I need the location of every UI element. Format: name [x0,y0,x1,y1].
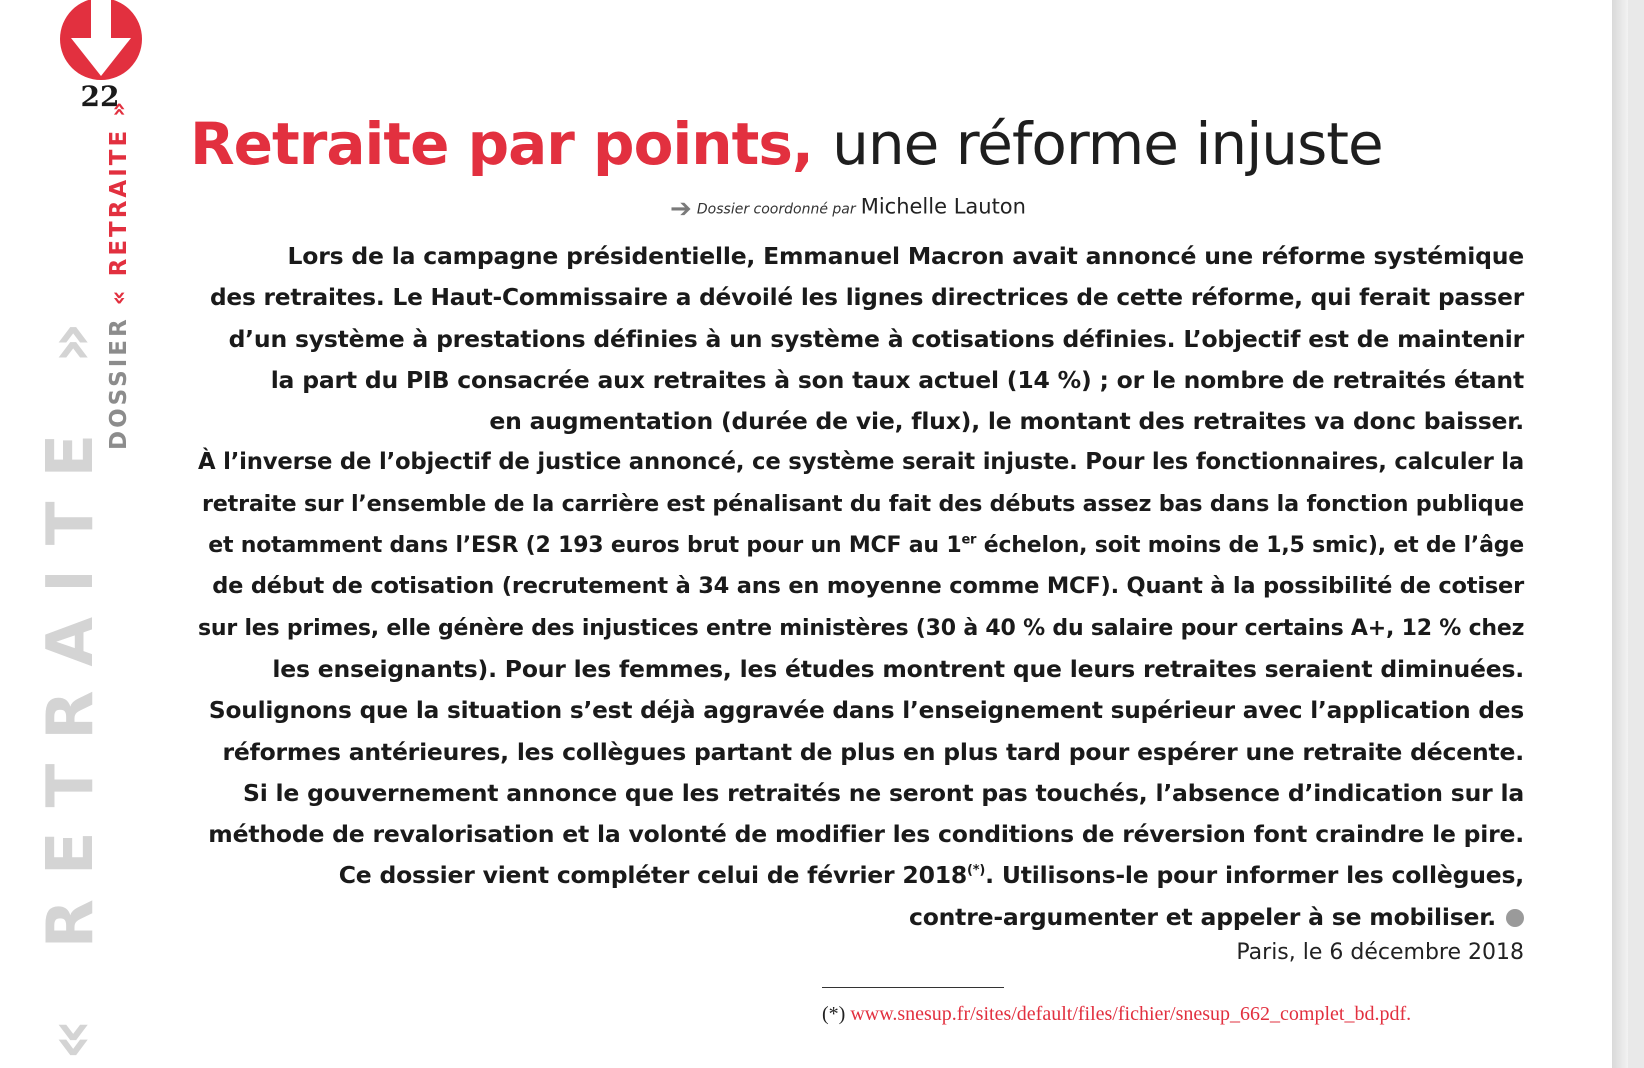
byline [670,194,1026,224]
intro-line-text: . Utilisons-le pour informer les collègues, [985,861,1524,890]
intro-line: les enseignants). Pour les femmes, les études montrent que leurs retraites seraient diminuées. [272,654,1524,683]
intro-line: Lors de la campagne présidentielle, Emmanuel Macron avait annoncé une réforme systémique [287,242,1524,270]
byline-name: Michelle Lauton [860,194,1026,219]
intro-line-text: échelon, soit moins de 1,5 smic), et de l’âge [976,533,1524,559]
intro-line: des retraites. Le Haut-Commissaire a dévoilé les lignes directrices de cette réforme, qui ferait passer [209,284,1524,312]
title-black-part: une réforme injuste [832,110,1383,178]
intro-line: en augmentation (durée de vie, flux), le montant des retraites va donc baisser. [489,407,1524,436]
footnote-link[interactable]: www.snesup.fr/sites/default/files/fichier/snesup_662_complet_bd.pdf. [850,1003,1412,1025]
intro-line [198,855,1524,896]
end-of-article-dot-icon [1506,909,1524,927]
intro-line: Soulignons que la situation s’est déjà aggravée dans l’enseignement supérieur avec l’application des [208,697,1524,725]
title-red-part: Retraite par points, [190,110,813,178]
intro-line: sur les primes, elle génère des injustices entre ministères (30 à 40 % du salaire pour certains A+, 12 % chez [198,615,1525,641]
intro-line: la part du PIB consacrée aux retraites à son taux actuel (14 %) ; or le nombre de retraités étant [270,365,1524,394]
intro-line-text: et notamment dans l’ESR (2 193 euros brut pour un MCF au 1 [208,533,962,559]
intro-line-text: contre-argumenter et appeler à se mobiliser. [908,902,1496,931]
down-arrow-icon [58,0,144,82]
byline-label: Dossier coordonné par [696,201,856,218]
section-label-topic: « RETRAITE » [106,98,132,306]
section-label [106,99,132,450]
intro-line: retraite sur l’ensemble de la carrière est pénalisant du fait des débuts assez bas dans la fonction publique [201,490,1524,517]
section-label-dossier: DOSSIER [106,316,132,450]
footnote-divider [822,987,1004,988]
footnote [822,1003,1411,1026]
intro-paragraph [198,236,1524,938]
page-number: 22 [80,80,120,113]
right-arrow-icon: ➔ [670,194,692,224]
intro-line: Si le gouvernement annonce que les retraités ne seront pas touchés, l’absence d’indication sur la [242,778,1524,807]
intro-line: méthode de revalorisation et la volonté de modifier les conditions de réversion font craindre le pire. [208,820,1524,849]
superscript: (*) [967,863,986,879]
article-title [190,104,1383,184]
page-edge [1612,0,1628,1068]
intro-line: À l’inverse de l’objectif de justice annoncé, ce système serait injuste. Pour les fonctionnaires, calculer la [198,449,1525,476]
intro-line: réformes antérieures, les collègues partant de plus en plus tard pour espérer une retraite décente. [222,737,1524,766]
superscript: er [961,532,977,548]
footnote-marker: (*) [822,1003,846,1025]
side-watermark: « RETRAITE » [34,298,108,1060]
intro-line-text: Ce dossier vient compléter celui de février 2018 [338,861,968,890]
intro-line [198,525,1524,566]
signature: Paris, le 6 décembre 2018 [1236,940,1524,965]
intro-line: d’un système à prestations définies à un système à cotisations définies. L’objectif est de maintenir [228,324,1524,353]
intro-line: de début de cotisation (recrutement à 34 ans en moyenne comme MCF). Quant à la possibilité de cotiser [212,573,1524,600]
intro-line [198,897,1524,938]
